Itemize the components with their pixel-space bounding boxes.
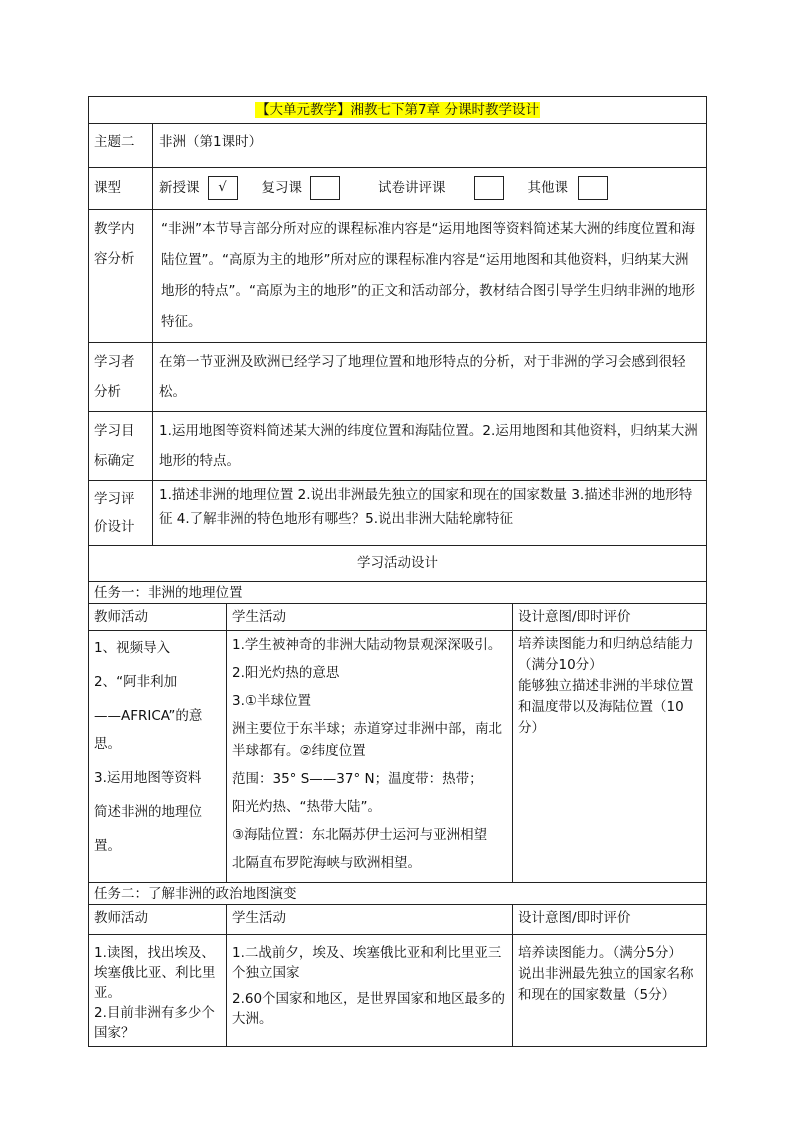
task2-student-line: 1.二战前夕，埃及、埃塞俄比亚和利比里亚三个独立国家 [232, 945, 502, 981]
task1-teacher-line: 置。 [94, 838, 121, 854]
task1-teacher-line: 2、“阿非利加 [94, 674, 178, 690]
task1-student-header: 学生活动 [227, 604, 513, 631]
task2-title: 任务二：了解非洲的政治地图演变 [89, 883, 707, 905]
content-analysis-label: 教学内容分析 [89, 210, 153, 343]
task2-design-header: 设计意图/即时评价 [513, 905, 707, 935]
task1-title: 任务一：非洲的地理位置 [89, 582, 707, 604]
task1-teacher-line: 简述非洲的地理位 [94, 804, 202, 820]
task2-student-header: 学生活动 [227, 905, 513, 935]
task1-design-line: 培养读图能力和归纳总结能力（满分10分） [518, 636, 694, 673]
task1-student-line: 北隔直布罗陀海峡与欧洲相望。 [232, 855, 421, 871]
task2-student-line: 2.60个国家和地区，是世界国家和地区最多的大洲。 [232, 991, 506, 1027]
task2-student-activity [227, 935, 513, 1047]
topic-value: 非洲（第1课时） [153, 124, 707, 168]
task1-student-line: 范围：35° S——37° N；温度带：热带； [232, 771, 483, 787]
task1-student-line: 洲主要位于东半球；赤道穿过非洲中部，南北半球都有。②纬度位置 [232, 721, 502, 759]
task1-teacher-line: 1、视频导入 [94, 640, 171, 656]
task2-teacher-activity [89, 935, 227, 1047]
task1-teacher-activity [89, 631, 227, 883]
activity-design-title: 学习活动设计 [89, 546, 707, 582]
document-title [89, 97, 707, 124]
evaluation-text: 1.描述非洲的地理位置 2.说出非洲最先独立的国家和现在的国家数量 3.描述非洲的地形特征 4.了解非洲的特色地形有哪些？5.说出非洲大陆轮廓特征 [153, 481, 707, 546]
objectives-label: 学习目标确定 [89, 412, 153, 481]
objectives-text: 1.运用地图等资料简述某大洲的纬度位置和海陆位置。2.运用地图和其他资料，归纳某大洲地形的特点。 [153, 412, 707, 481]
checkbox-other[interactable] [578, 176, 608, 200]
option-new-lesson: 新授课 [159, 180, 200, 196]
task2-teacher-line: 1.读图，找出埃及、埃塞俄比亚、利比里亚。 [94, 945, 216, 1001]
task1-design-header: 设计意图/即时评价 [513, 604, 707, 631]
task2-teacher-line: 2.目前非洲有多少个国家？ [94, 1005, 215, 1041]
task1-design-intent [513, 631, 707, 883]
checkbox-new-lesson[interactable]: √ [208, 176, 238, 200]
content-analysis-text: “非洲”本节导言部分所对应的课程标准内容是“运用地图等资料简述某大洲的纬度位置和海陆位置”。“高原为主的地形”所对应的课程标准内容是“运用地图和其他资料，归纳某大洲地形的特点”。“高原为主的地形”的正文和活动部分，教材结合图引导学生归纳非洲的地形特征。 [153, 210, 707, 343]
task2-teacher-header: 教师活动 [89, 905, 227, 935]
learner-analysis-text: 在第一节亚洲及欧洲已经学习了地理位置和地形特点的分析，对于非洲的学习会感到很轻松。 [153, 343, 707, 412]
task1-student-line: 2.阳光灼热的意思 [232, 665, 340, 681]
task1-student-line: 1.学生被神奇的非洲大陆动物景观深深吸引。 [232, 637, 502, 653]
task1-student-line: 阳光灼热、“热带大陆”。 [232, 799, 381, 815]
task1-design-line: 能够独立描述非洲的半球位置和温度带以及海陆位置（10分） [518, 678, 694, 736]
task1-student-line: 3.①半球位置 [232, 693, 311, 709]
task2-design-line: 培养读图能力。（满分5分） [518, 945, 682, 961]
lesson-type-label: 课型 [89, 168, 153, 210]
option-review: 复习课 [261, 180, 302, 196]
option-other: 其他课 [527, 180, 568, 196]
task2-design-intent [513, 935, 707, 1047]
task1-teacher-line: ——AFRICA”的意思。 [94, 708, 203, 752]
option-test-review: 试卷讲评课 [378, 180, 446, 196]
task1-teacher-line: 3.运用地图等资料 [94, 770, 202, 786]
evaluation-label: 学习评价设计 [89, 481, 153, 546]
checkbox-review[interactable] [310, 176, 340, 200]
learner-analysis-label: 学习者分析 [89, 343, 153, 412]
lesson-plan-table [88, 96, 707, 1047]
title-highlight: 【大单元教学】湘教七下第7章 分课时教学设计 [256, 102, 539, 118]
task2-design-line: 说出非洲最先独立的国家名称和现在的国家数量（5分） [518, 966, 694, 1003]
lesson-plan-page [88, 96, 706, 1047]
checkbox-test-review[interactable] [474, 176, 504, 200]
task1-student-activity [227, 631, 513, 883]
topic-label: 主题二 [89, 124, 153, 168]
task1-student-line: ③海陆位置：东北隔苏伊士运河与亚洲相望 [232, 827, 488, 843]
lesson-type-options [153, 168, 707, 210]
task1-teacher-header: 教师活动 [89, 604, 227, 631]
